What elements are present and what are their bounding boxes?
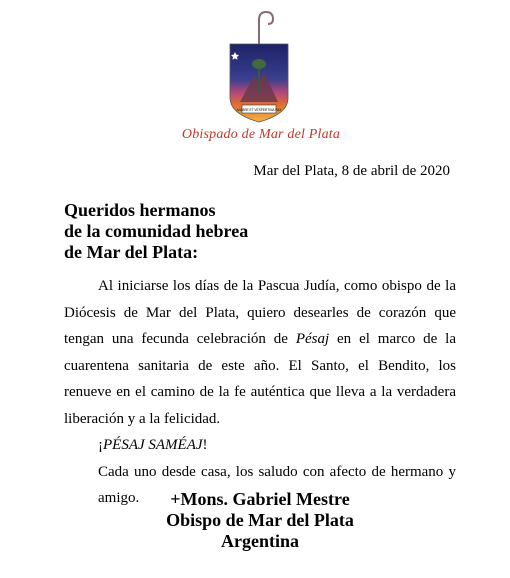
salutation-line-3: de Mar del Plata:	[64, 242, 199, 262]
pesaj-italic: Pésaj	[295, 331, 330, 347]
greeting-suffix: !	[202, 437, 208, 453]
crest-ribbon-text: A MARE ET VESPERTINA PAX	[236, 108, 282, 112]
salutation-line-2: de la comunidad hebrea	[64, 221, 249, 241]
signature-title: Obispo de Mar del Plata	[166, 510, 354, 530]
salutation-line-1: Queridos hermanos	[64, 200, 216, 220]
signature-name: +Mons. Gabriel Mestre	[170, 489, 350, 509]
main-paragraph	[64, 273, 456, 432]
closing-line: Cada uno desde casa, los saludo con afecto de hermano y amigo.	[98, 463, 456, 506]
greeting-italic: PÉSAJ SAMÉAJ	[103, 437, 203, 453]
greeting-prefix: ¡	[98, 437, 103, 453]
signature-country: Argentina	[221, 531, 299, 551]
paragraph-text-1: Al iniciarse los días de la Pascua Judía, como obispo de la Diócesis de Mar del Plata, quiero desearles de corazón que tengan una fecunda celebración de	[64, 278, 456, 347]
paragraph-text-2: en el marco de la cuarentena sanitaria de este año. El Santo, el Bendito, los renueve en el camino de la fe auténtica que lleva a la verdadera liberación y a la felicidad.	[64, 331, 456, 427]
salutation	[64, 200, 364, 263]
letter-body	[64, 273, 456, 512]
signature-block	[100, 489, 420, 552]
letter-date: Mar del Plata, 8 de abril de 2020	[253, 163, 450, 179]
diocese-crest-logo	[226, 10, 292, 125]
holiday-greeting	[64, 432, 456, 459]
organization-name: Obispado de Mar del Plata	[181, 127, 341, 142]
